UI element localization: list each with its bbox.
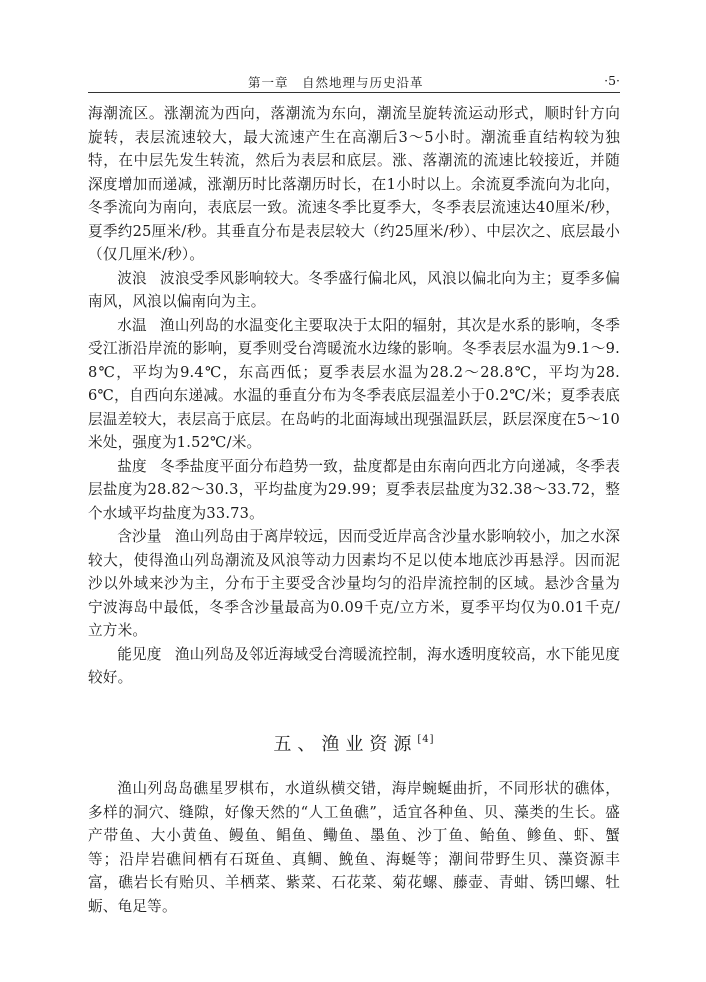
section-body — [88, 777, 620, 918]
paragraph-fishery-resources: 渔山列岛岛礁星罗棋布，水道纵横交错，海岸蜿蜒曲折，不同形状的礁体，多样的洞穴、缝隙，好像天然的“人工鱼礁”，适宜各种鱼、贝、藻类的生长。盛产带鱼、大小黄鱼、鳗鱼、鲳鱼、鳓鱼、墨鱼、沙丁鱼、鲐鱼、鲹鱼、虾、蟹等；沿岸岩礁间栖有石斑鱼、真鲷、鮸鱼、海蜒等；潮间带野生贝、藻资源丰富，礁岩长有贻贝、羊栖菜、紫菜、石花菜、菊花螺、藤壶、青蚶、锈凹螺、牡蛎、龟足等。 — [88, 780, 620, 915]
term-water-temperature: 水温 — [117, 316, 147, 334]
citation-reference: [4] — [417, 734, 435, 745]
text-sediment: 渔山列岛由于离岸较远，因而受近岸高含沙量水影响较小，加之水深较大，使得渔山列岛潮流及风浪等动力因素均不足以使本地底沙再悬浮。因而泥沙以外域来沙为主，分布于主要受含沙量均匀的沿岸流控制的区域。悬沙含量为宁波海岛中最低，冬季含沙量最高为0.09千克/立方米，夏季平均仅为0.01千克/立方米。 — [88, 528, 620, 639]
paragraph-current-continued: 海潮流区。涨潮流为西向，落潮流为东向，潮流呈旋转流运动形式，顺时针方向旋转，表层流速较大，最大流速产生在高潮后3～5小时。潮流垂直结构较为独特，在中层先发生转流，然后为表层和底层。涨、落潮流的流速比较接近，并随深度增加而递减，涨潮历时比落潮历时长，在1小时以上。余流夏季流向为北向，冬季流向为南向，表底层一致。流速冬季比夏季大，冬季表层流速达40厘米/秒，夏季约25厘米/秒。其垂直分布是表层较大（约25厘米/秒）、中层次之、底层最小（仅几厘米/秒）。 — [88, 105, 620, 263]
text-salinity: 冬季盐度平面分布趋势一致，盐度都是由东南向西北方向递减，冬季表层盐度为28.82～30.3，平均盐度为29.99；夏季表层盐度为32.38～33.72，整个水域平均盐度为33.73。 — [88, 457, 621, 522]
page-number: ·5· — [604, 73, 620, 88]
chapter-title: 第一章 自然地理与历史沿革 — [248, 75, 424, 90]
term-sediment: 含沙量 — [117, 528, 162, 545]
paragraph-visibility — [88, 643, 620, 690]
paragraph-sediment — [88, 525, 620, 643]
section-heading — [88, 730, 620, 756]
paragraph-waves — [88, 267, 620, 314]
term-waves: 波浪 — [117, 269, 147, 287]
running-header — [88, 70, 620, 93]
text-water-temperature: 渔山列岛的水温变化主要取决于太阳的辐射，其次是水系的影响，冬季受江浙沿岸流的影响，夏季则受台湾暖流水边缘的影响。冬季表层水温为9.1～9.8℃，平均为9.4℃，东高西低；夏季表层水温为28.2～28.8℃，平均为28.6℃，自西向东递减。水温的垂直分布为冬季表底层温差小于0.2℃/米；夏季表底层温差较大，表层高于底层。在岛屿的北面海域出现强温跃层，跃层深度在5～10米处，强度为1.52℃/米。 — [88, 316, 621, 451]
paragraph-water-temperature — [88, 314, 620, 455]
section-title: 五、渔业资源 — [273, 734, 418, 755]
term-salinity: 盐度 — [117, 457, 147, 475]
body-text — [88, 102, 620, 690]
text-visibility: 渔山列岛及邻近海域受台湾暖流控制，海水透明度较高，水下能见度较好。 — [88, 645, 620, 686]
paragraph-salinity — [88, 455, 620, 526]
text-waves: 波浪受季风影响较大。冬季盛行偏北风，风浪以偏北向为主；夏季多偏南风，风浪以偏南向为主。 — [88, 269, 621, 310]
term-visibility: 能见度 — [117, 645, 162, 663]
